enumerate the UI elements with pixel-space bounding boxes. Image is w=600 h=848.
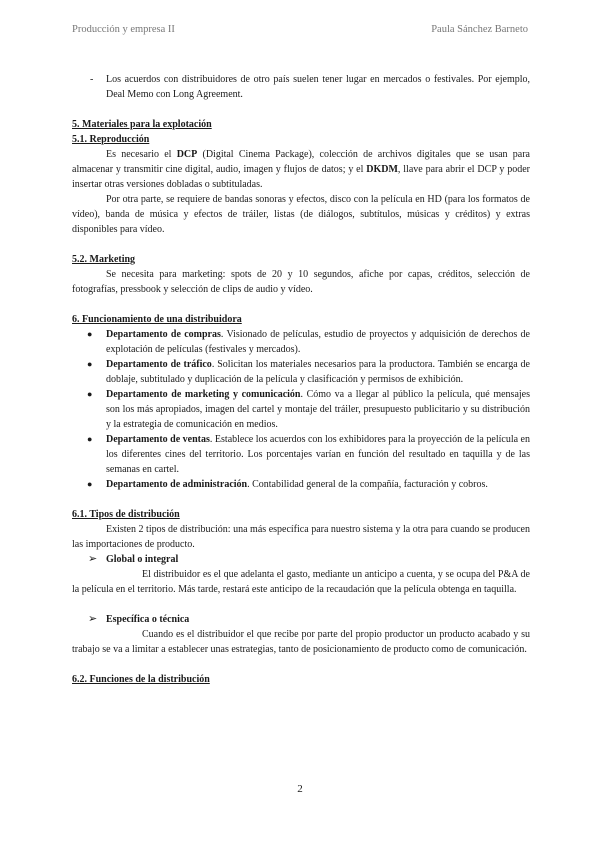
dash-marker: - xyxy=(90,74,94,85)
section-5-1-paragraph-2: Por otra parte, se requiere de bandas sonoras y efectos, disco con la película en HD (para los formatos de vídeo), banda de música y efectos de tráiler, listas (de diálogos, subtítulos, músicas y créditos) y extras disponibles para vídeo. xyxy=(72,194,530,235)
list-item: ● Departamento de compras. Visionado de películas, estudio de proyectos y adquisición de derechos de explotación de películas (festivales y mercados). xyxy=(87,329,530,355)
intro-list-item xyxy=(72,72,530,102)
list-item: ● Departamento de marketing y comunicación. Cómo va a llegar al público la película, qué mensajes son los más apropiados, imagen del cartel y montaje del tráiler, presupuesto publicitario y su distribución y la estrategia de comunicación en medios. xyxy=(87,389,530,430)
section-5-2-heading: 5.2. Marketing xyxy=(72,254,136,265)
list-item: ● Departamento de administración. Contabilidad general de la compañía, facturación y cobros. xyxy=(87,479,488,490)
list-item: ● Departamento de tráfico. Solicitan los materiales necesarios para la productora. También se encarga de doblaje, subtitulado y duplicación de la película y clasificación y permisos de exhibición. xyxy=(87,359,530,385)
arrow-bullet-icon: ➢ xyxy=(88,613,98,625)
header-course-title: Producción y empresa II xyxy=(72,24,175,35)
subsection-global-text: El distribuidor es el que adelanta el gasto, mediante un anticipo a cuenta, y se ocupa del P&A de la película en el territorio. Más tarde, restará este anticipo de la recaudación que la película obtenga en taquilla. xyxy=(72,569,530,595)
section-5-2-paragraph: Se necesita para marketing: spots de 20 y 10 segundos, afiche por capas, créditos, selección de fotografías, pressbook y selección de clips de audio y vídeo. xyxy=(72,269,530,295)
bullet-icon: ● xyxy=(87,434,93,444)
section-5-1-heading: 5.1. Reproducción xyxy=(72,134,150,145)
subsection-tecnica-heading: ➢ Específica o técnica xyxy=(88,613,190,625)
subsection-global-heading: ➢ Global o integral xyxy=(88,553,179,565)
subsection-tecnica-text: Cuando es el distribuidor el que recibe por parte del propio productor un producto acabado y su trabajo se va a limitar a establecer unas estrategias, tanto de posicionamiento de producto como de comunicación. xyxy=(72,629,530,655)
departments-list xyxy=(72,327,530,492)
page-content xyxy=(72,72,530,687)
section-6-heading: 6. Funcionamiento de una distribuidora xyxy=(72,314,242,325)
bullet-icon: ● xyxy=(87,479,93,489)
bullet-icon: ● xyxy=(87,359,93,369)
section-6-1-paragraph: Existen 2 tipos de distribución: una más específica para nuestro sistema y la otra para cuando se producen las importaciones de producto. xyxy=(72,524,530,550)
section-6-2-heading: 6.2. Funciones de la distribución xyxy=(72,674,210,685)
section-5-1-paragraph-1: Es necesario el DCP (Digital Cinema Package), colección de archivos digitales que se usan para almacenar y transmitir cine digital, audio, imagen y flujos de datos; y el DKDM, llave para abrir el DCP y poder insertar otras versiones dobladas o subtituladas. xyxy=(72,149,530,190)
list-item: ● Departamento de ventas. Establece los acuerdos con los exhibidores para la proyección de la película en los diferentes cines del territorio. Los porcentajes varían en función del resultado en taquilla y de las semanas en cartel. xyxy=(87,434,530,475)
bullet-icon: ● xyxy=(87,389,93,399)
arrow-bullet-icon: ➢ xyxy=(88,553,98,565)
section-5-heading: 5. Materiales para la explotación xyxy=(72,119,212,130)
section-6-1-heading: 6.1. Tipos de distribución xyxy=(72,509,180,520)
header-author-name: Paula Sánchez Barneto xyxy=(431,24,528,35)
bullet-icon: ● xyxy=(87,329,93,339)
intro-item-text: Los acuerdos con distribuidores de otro país suelen tener lugar en mercados o festivales. Por ejemplo, Deal Memo con Long Agreement. xyxy=(106,74,530,100)
page-number: 2 xyxy=(297,783,303,795)
